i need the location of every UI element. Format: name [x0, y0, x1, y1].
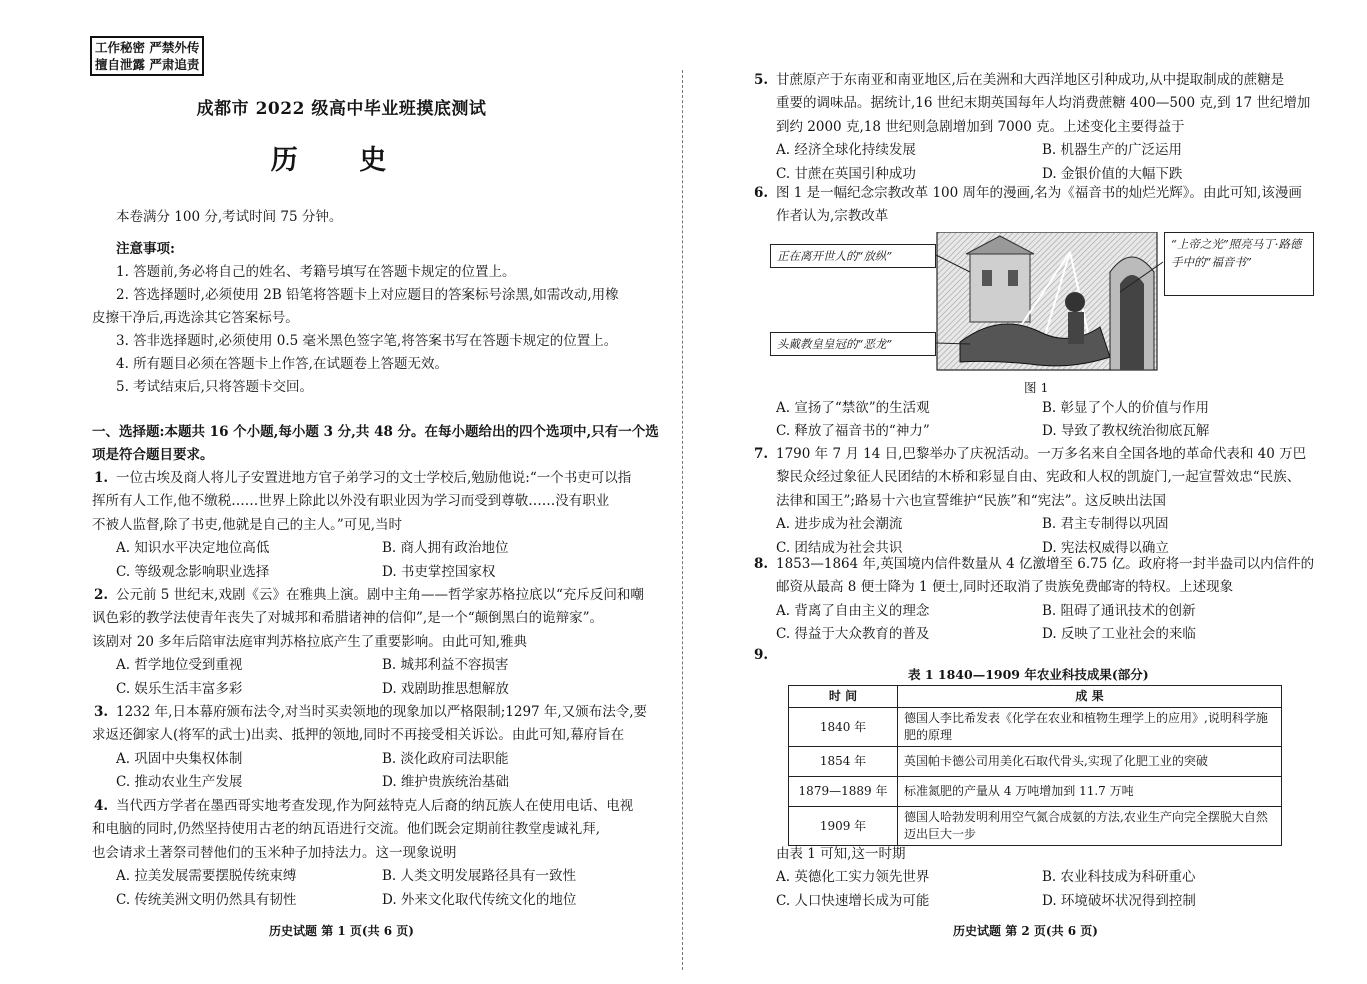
page-divider — [682, 70, 683, 970]
option-c: C. 等级观念影响职业选择 — [116, 563, 270, 580]
option-d: D. 导致了教权统治彻底瓦解 — [1042, 423, 1210, 440]
table-cell-result: 德国人李比希发表《化学在农业和植物生理学上的应用》,说明科学施肥的原理 — [898, 708, 1282, 747]
question-number: 5. — [754, 72, 769, 88]
question-stem-line: 公元前 5 世纪末,戏剧《云》在雅典上演。剧中主角——哲学家苏格拉底以“充斥反问和嘲 — [116, 587, 644, 603]
question-3 — [92, 701, 661, 795]
question-stem-line: 挥所有人工作,他不缴税……世界上除此以外没有职业因为学习而受到尊敬……没有职业 — [92, 493, 610, 510]
option-d: D. 戏剧助推思想解放 — [382, 680, 509, 697]
option-b: B. 商人拥有政治地位 — [382, 540, 509, 557]
data-table — [788, 685, 1282, 846]
question-stem-line: 1853—1864 年,英国境内信件数量从 4 亿激增至 6.75 亿。政府将一封半盎司以内信件的 — [776, 556, 1315, 572]
question-stem-line: 也会请求土著祭司替他们的玉米种子加持法力。这一现象说明 — [92, 844, 457, 861]
question-stem-line: 和电脑的同时,仍然坚持使用古老的纳瓦语进行交流。他们既会定期前往教堂虔诚礼拜, — [92, 821, 601, 838]
option-b: B. 机器生产的广泛运用 — [1042, 142, 1183, 159]
option-c: C. 释放了福音书的“神力” — [776, 423, 930, 440]
question-stem-line: 邮资从最高 8 便士降为 1 便士,同时还取消了贵族免费邮寄的特权。上述现象 — [776, 579, 1234, 596]
question-stem-line: 法律和国王”;路易十六也宣誓维护“民族”和“宪法”。这反映出法国 — [776, 492, 1167, 509]
option-c: C. 推动农业生产发展 — [116, 774, 243, 791]
table-row — [789, 777, 1282, 807]
option-c: C. 团结成为社会共识 — [776, 539, 903, 556]
table-header-time: 时 间 — [789, 686, 898, 708]
option-d: D. 外来文化取代传统文化的地位 — [382, 891, 577, 908]
table-cell-result: 德国人哈勃发明利用空气氮合成氨的方法,农业生产向完全摆脱大自然迈出巨大一步 — [898, 807, 1282, 846]
question-number: 6. — [754, 185, 769, 201]
right-page — [684, 0, 1367, 984]
question-stem-line: 到约 2000 克,18 世纪则急剧增加到 7000 克。上述变化主要得益于 — [776, 118, 1185, 135]
option-a: A. 拉美发展需要摆脱传统束缚 — [116, 868, 297, 885]
question-9-body — [776, 843, 1316, 913]
option-b: B. 城邦利益不容损害 — [382, 657, 509, 674]
option-d: D. 书吏掌控国家权 — [382, 563, 496, 580]
question-stem-line: 黎民众经过象征人民团结的木桥和彩显自由、宪政和人权的凯旋门,一起宣誓效忠“民族、 — [776, 469, 1301, 486]
question-stem-line: 图 1 是一幅纪念宗教改革 100 周年的漫画,名为《福音书的灿烂光辉》。由此可知,该漫画 — [776, 185, 1302, 201]
table-cell-time: 1840 年 — [789, 708, 898, 747]
question-number: 7. — [754, 446, 769, 462]
question-number: 3. — [94, 704, 109, 720]
stamp-line-1: 工作秘密 严禁外传 — [95, 40, 200, 55]
option-a: A. 英德化工实力领先世界 — [776, 869, 930, 886]
table-row — [789, 708, 1282, 747]
question-stem-line: 重要的调味品。据统计,16 世纪末期英国每年人均消费蔗糖 400—500 克,到 17 世纪增加 — [776, 95, 1311, 112]
notice-item-5: 5. 考试结束后,只将答题卡交回。 — [116, 379, 313, 395]
table-header-row — [789, 686, 1282, 708]
table-row — [789, 747, 1282, 777]
option-c: C. 甘蔗在英国引种成功 — [776, 165, 916, 182]
option-d: D. 环境破坏状况得到控制 — [1042, 892, 1196, 909]
option-a: A. 进步成为社会潮流 — [776, 516, 903, 533]
left-page — [0, 0, 683, 984]
option-a: A. 巩固中央集权体制 — [116, 750, 243, 767]
stamp-line-2: 擅自泄露 严肃追责 — [95, 57, 200, 72]
callout-top-right: “上帝之光”照亮马丁·路德手中的“福音书” — [1164, 232, 1314, 296]
option-c: C. 娱乐生活丰富多彩 — [116, 680, 243, 697]
table-header-result: 成 果 — [898, 686, 1282, 708]
option-b: B. 阻碍了通讯技术的创新 — [1042, 602, 1196, 619]
callout-bottom-left: 头戴教皇皇冠的“恶龙” — [770, 332, 936, 356]
question-stem-line: 1790 年 7 月 14 日,巴黎举办了庆祝活动。一万多名来自全国各地的革命代表和 40 万巴 — [776, 446, 1307, 462]
option-c: C. 得益于大众教育的普及 — [776, 626, 930, 643]
question-stem-line: 不被人监督,除了书吏,他就是自己的主人。”可见,当时 — [92, 516, 403, 533]
question-stem-line: 一位古埃及商人将儿子安置进地方官子弟学习的文士学校后,勉励他说:“一个书吏可以指 — [116, 470, 632, 486]
option-c: C. 人口快速增长成为可能 — [776, 892, 930, 909]
notice-item-3: 3. 答非选择题时,必须使用 0.5 毫米黑色签字笔,将答案书写在答题卡规定的位置上。 — [116, 333, 618, 349]
option-c: C. 传统美洲文明仍然具有韧性 — [116, 891, 297, 908]
question-stem-line: 讽色彩的教学法使青年丧失了对城邦和希腊诸神的信仰”,是一个“颠倒黑白的诡辩家”。 — [92, 610, 603, 627]
question-5 — [754, 69, 1316, 186]
option-b: B. 君主专制得以巩固 — [1042, 516, 1169, 533]
option-a: A. 知识水平决定地位高低 — [116, 540, 270, 557]
question-7 — [754, 443, 1316, 560]
callout-top-left: 正在离开世人的“放纵” — [770, 244, 936, 268]
question-number: 8. — [754, 556, 769, 572]
subject-title: 历 史 — [270, 145, 413, 176]
table-cell-time: 1909 年 — [789, 807, 898, 846]
question-number: 4. — [94, 798, 109, 814]
option-d: D. 金银价值的大幅下跌 — [1042, 165, 1183, 182]
notice-item-2-cont: 皮擦干净后,再选涂其它答案标号。 — [92, 310, 299, 326]
notice-item-2: 2. 答选择题时,必须使用 2B 铅笔将答题卡上对应题目的答案标号涂黑,如需改动,用橡 — [116, 287, 619, 303]
option-b: B. 彰显了个人的价值与作用 — [1042, 400, 1210, 416]
section-heading-line-2: 项是符合题目要求。 — [92, 447, 214, 463]
exam-title: 成都市 2022 级高中毕业班摸底测试 — [196, 99, 487, 119]
table-cell-time: 1854 年 — [789, 747, 898, 777]
question-6-options — [776, 397, 1316, 444]
question-9-number: 9. — [754, 647, 769, 663]
table-row — [789, 807, 1282, 846]
question-stem-line: 1232 年,日本幕府颁布法令,对当时买卖领地的现象加以严格限制;1297 年,又颁布法令,要 — [116, 704, 648, 720]
question-stem-line: 当代西方学者在墨西哥实地考查发现,作为阿兹特克人后裔的纳瓦族人在使用电话、电视 — [116, 798, 634, 814]
question-2 — [92, 584, 661, 701]
exam-intro: 本卷满分 100 分,考试时间 75 分钟。 — [116, 209, 343, 225]
option-a: A. 宣扬了“禁欲”的生活观 — [776, 400, 930, 416]
page-footer-1: 历史试题 第 1 页(共 6 页) — [269, 924, 414, 938]
question-1 — [92, 467, 661, 584]
option-d: D. 宪法权威得以确立 — [1042, 539, 1169, 556]
question-8 — [754, 553, 1316, 647]
option-a: A. 哲学地位受到重视 — [116, 657, 243, 674]
page-footer-2: 历史试题 第 2 页(共 6 页) — [953, 924, 1098, 938]
option-a: A. 经济全球化持续发展 — [776, 142, 916, 159]
section-heading-line-1: 一、选择题:本题共 16 个小题,每小题 3 分,共 48 分。在每小题给出的四个选项中,只有一个选 — [92, 424, 659, 440]
notice-item-4: 4. 所有题目必须在答题卡上作答,在试题卷上答题无效。 — [116, 356, 448, 372]
question-stem-line: 作者认为,宗教改革 — [776, 208, 889, 225]
option-d: D. 维护贵族统治基础 — [382, 774, 509, 791]
question-6 — [754, 182, 1316, 229]
figure-1 — [770, 232, 1318, 374]
option-b: B. 农业科技成为科研重心 — [1042, 869, 1196, 886]
option-d: D. 反映了工业社会的来临 — [1042, 626, 1196, 643]
table-cell-time: 1879—1889 年 — [789, 777, 898, 807]
confidential-stamp — [90, 36, 204, 76]
question-stem-line: 甘蔗原产于东南亚和南亚地区,后在美洲和大西洋地区引种成功,从中提取制成的蔗糖是 — [776, 72, 1285, 88]
question-number: 2. — [94, 587, 109, 603]
question-stem-line: 该剧对 20 多年后陪审法庭审判苏格拉底产生了重要影响。由此可知,雅典 — [92, 633, 528, 650]
option-b: B. 淡化政府司法职能 — [382, 750, 509, 767]
option-b: B. 人类文明发展路径具有一致性 — [382, 868, 577, 885]
table-cell-result: 英国帕卡德公司用美化石取代骨头,实现了化肥工业的突破 — [898, 747, 1282, 777]
figure-caption: 图 1 — [1024, 380, 1049, 395]
question-stem-line: 求返还御家人(将军的武士)出卖、抵押的领地,同时不再接受相关诉讼。由此可知,幕府旨在 — [92, 727, 625, 744]
question-4 — [92, 795, 661, 912]
notice-heading: 注意事项: — [116, 241, 175, 257]
table-cell-result: 标准氮肥的产量从 4 万吨增加到 11.7 万吨 — [898, 777, 1282, 807]
question-number: 1. — [94, 470, 109, 486]
notice-item-1: 1. 答题前,务必将自己的姓名、考籍号填写在答题卡规定的位置上。 — [116, 264, 516, 280]
option-a: A. 背离了自由主义的理念 — [776, 602, 930, 619]
table-title: 表 1 1840—1909 年农业科技成果(部分) — [908, 667, 1149, 682]
question-stem-line: 由表 1 可知,这一时期 — [776, 846, 906, 862]
